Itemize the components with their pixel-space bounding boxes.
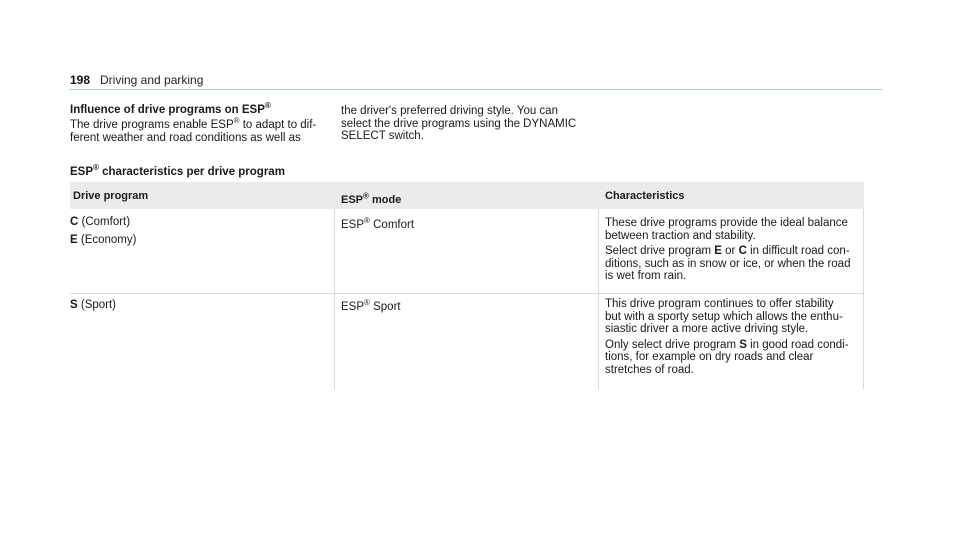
section-title: Driving and parking [100, 73, 204, 87]
table-cell-mode: ESP® Comfort [341, 216, 415, 231]
column-header-esp-mode: ESP® mode [341, 191, 402, 206]
table-cell-program: S (Sport) [70, 299, 117, 311]
table-header-row [70, 182, 864, 209]
table-cell-characteristics: This drive program continues to offer stability but with a sporty setup which allows the enthu- siastic driver a more active driving style. Only select drive program S in good road condi- tions, for example on dry roads and clear stretches of road. [605, 298, 849, 376]
table-cell-program: C (Comfort) E (Economy) [70, 216, 137, 246]
page-header [70, 70, 882, 90]
row-divider [70, 293, 864, 294]
column-header-characteristics: Characteristics [605, 190, 685, 202]
column-divider [598, 209, 599, 389]
intro-paragraph-left: The drive programs enable ESP® to adapt to dif- ferent weather and road conditions as well as [70, 116, 317, 144]
table-heading: ESP® characteristics per drive program [70, 163, 285, 178]
intro-paragraph-right: the driver's preferred driving style. You can select the drive programs using the DYNAMIC SELECT switch. [341, 105, 577, 142]
column-divider [334, 209, 335, 389]
page-number: 198 [70, 73, 91, 87]
table-cell-mode: ESP® Sport [341, 298, 401, 313]
drive-program-table [70, 182, 864, 389]
table-cell-characteristics: These drive programs provide the ideal balance between traction and stability. Select drive program E or C in difficult road con- ditions, such as in snow or ice, or when the road is wet from rain. [605, 217, 851, 282]
intro-heading: Influence of drive programs on ESP® [70, 101, 271, 116]
header-divider [70, 89, 882, 90]
column-header-drive-program: Drive program [73, 190, 149, 202]
